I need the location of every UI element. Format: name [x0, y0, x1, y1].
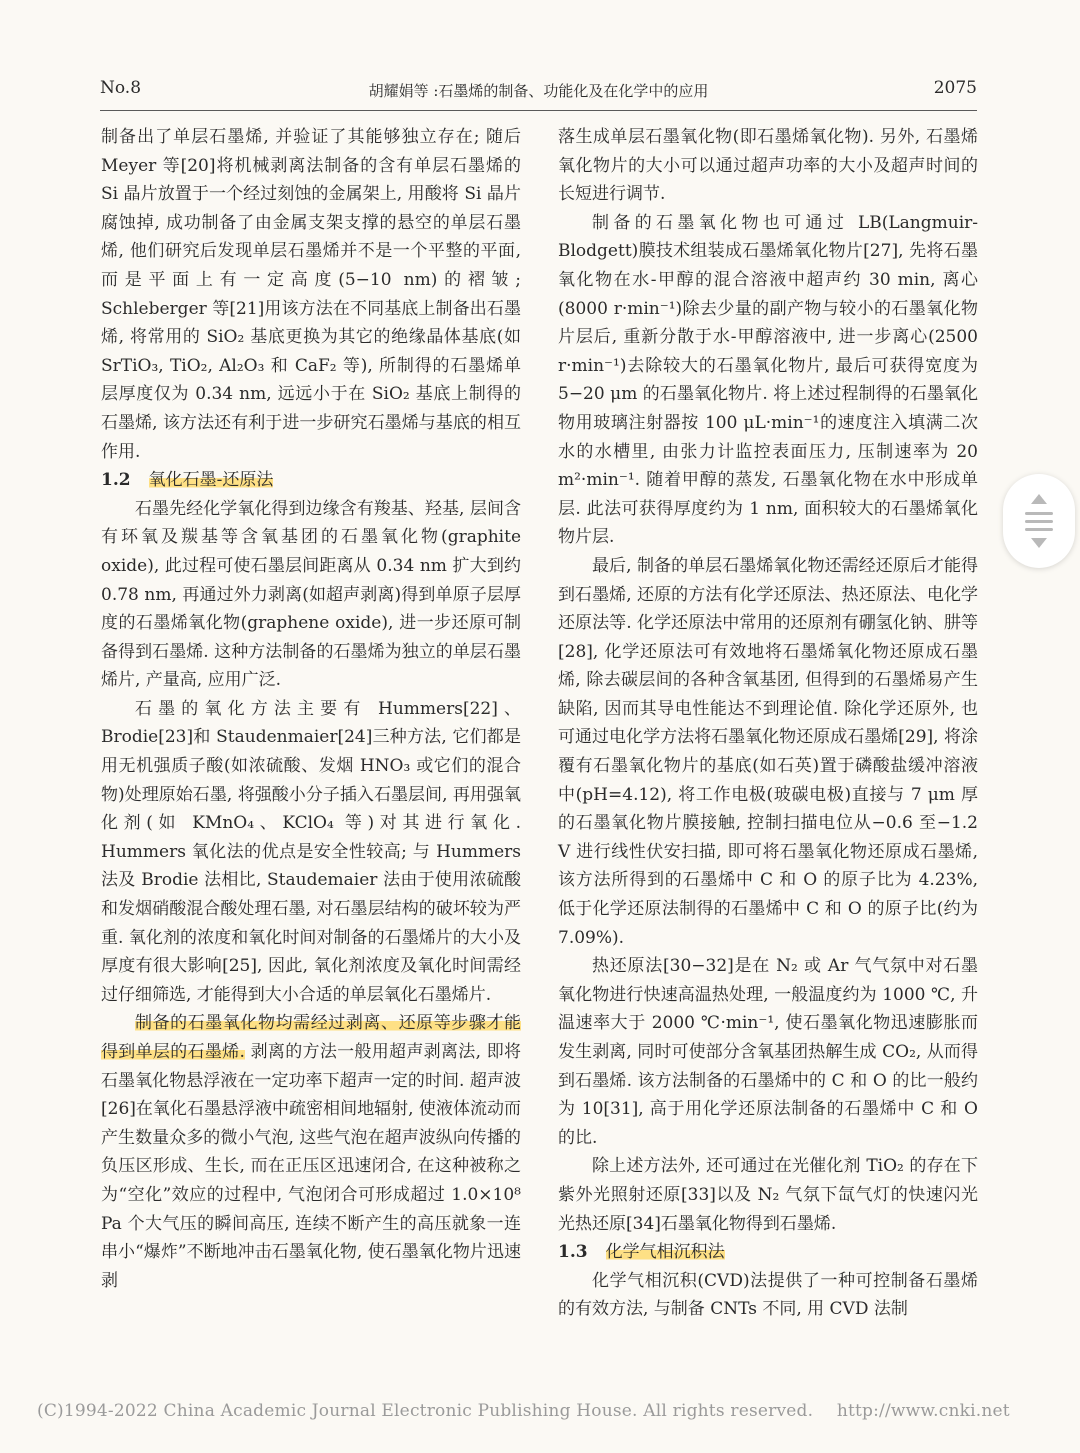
section-title: 氧化石墨-还原法 — [148, 470, 274, 491]
paragraph-text: 最后, 制备的单层石墨烯氧化物还需经还原后才能得到石墨烯, 还原的方法有化学还原法、热还原法、电化学还原法等. 化学还原法中常用的还原剂有硼氢化钠、肼等[28], 化学还原法可有效地将石墨烯氧化物还原成石墨烯, 除去碳层间的各种含氧基团, 但得到的石墨烯易产生缺陷, 因而其导电性能达不到理论值. 除化学还原外, 也可通过电化学方法将石墨氧化物还原成石墨烯[29], 将涂覆有石墨氧化物片的基底(如石英)置于磷酸盐缓冲溶液中(pH=4.12), 将工作电极(玻碳电极)直接与 7 μm 厚的石墨氧化物片膜接触, 控制扫描电位从−0.6 至−1.2 V 进行线性伏安扫描, 即可将石墨氧化物还原成石墨烯, 该方法所得到的石墨烯中 C 和 O 的原子比为 4.23%, 低于化学还原法制得的石墨烯中 C 和 O 的原子比(约为 7.09%). — [558, 555, 978, 948]
paragraph-text: 热还原法[30−32]是在 N₂ 或 Ar 气气氛中对石墨氧化物进行快速高温热处理, 一般温度约为 1000 ℃, 升温速率大于 2000 ℃·min⁻¹, 使石墨氧化物迅速膨胀而发生剥离, 同时可使部分含氧基团热解生成 CO₂, 从而得到石墨烯. 该方法制备的石墨烯中的 C 和 O 的比一般约为 10[31], 高于用化学还原法制备的石墨烯中 C 和 O 的比. — [558, 956, 978, 1148]
journal-issue: No.8 — [100, 78, 142, 98]
section-number: 1.3 — [558, 1242, 588, 1263]
paragraph-text: 化学气相沉积(CVD)法提供了一种可控制备石墨烯的有效方法, 与制备 CNTs 不同, 用 CVD 法制 — [558, 1270, 978, 1320]
body-paragraph — [558, 123, 978, 209]
section-number: 1.2 — [101, 470, 131, 491]
paragraph-text: 落生成单层石墨氧化物(即石墨烯氧化物). 另外, 石墨烯氧化物片的大小可以通过超声功率的大小及超声时间的长短进行调节. — [558, 127, 978, 205]
body-paragraph — [101, 495, 521, 695]
body-paragraph — [101, 1009, 521, 1295]
paragraph-text: 制备出了单层石墨烯, 并验证了其能够独立存在; 随后 Meyer 等[20]将机械剥离法制备的含有单层石墨烯的 Si 晶片放置于一个经过刻蚀的金属架上, 用酸将 Si 晶片腐蚀掉, 成功制备了由金属支架支撑的悬空的单层石墨烯, 他们研究后发现单层石墨烯并不是一个平整的平面, 而是平面上有一定高度(5−10 nm)的褶皱; Schleberger 等[21]用该方法在不同基底上制备出石墨烯, 将常用的 SiO₂ 基底更换为其它的绝缘晶体基底(如 SrTiO₃, TiO₂, Al₂O₃ 和 CaF₂ 等), 所制得的石墨烯单层厚度仅为 0.34 nm, 远远小于在 SiO₂ 基底上制得的石墨烯, 该方法还有利于进一步研究石墨烯与基底的相互作用. — [101, 127, 521, 462]
paragraph-text: 除上述方法外, 还可通过在光催化剂 TiO₂ 的存在下紫外光照射还原[33]以及 N₂ 气氛下氙气灯的快速闪光光热还原[34]石墨氧化物得到石墨烯. — [558, 1156, 978, 1234]
copyright-text: (C)1994-2022 China Academic Journal Electronic Publishing House. All rights reserved. — [37, 1401, 814, 1421]
section-title: 化学气相沉积法 — [605, 1242, 725, 1263]
left-column — [101, 123, 521, 1295]
scroll-up-down-icon — [1003, 474, 1075, 568]
page-number: 2075 — [933, 78, 977, 98]
body-paragraph — [101, 123, 521, 466]
highlighted-text: 制备的石墨氧化物均需经过剥离、还原等步骤才能得到单层的石墨烯. — [101, 1013, 521, 1062]
section-heading — [558, 1238, 978, 1267]
section-heading — [101, 466, 521, 495]
scroll-control-button[interactable] — [1003, 474, 1075, 568]
running-title: 胡耀娟等 :石墨烯的制备、功能化及在化学中的应用 — [368, 82, 709, 100]
body-paragraph — [558, 952, 978, 1152]
body-paragraph — [558, 552, 978, 952]
body-paragraph — [558, 209, 978, 552]
header-rule — [100, 110, 977, 111]
right-column — [558, 123, 978, 1324]
body-paragraph — [558, 1152, 978, 1238]
paragraph-text: 石墨的氧化方法主要有 Hummers[22]、Brodie[23]和 Staudenmaier[24]三种方法, 它们都是用无机强质子酸(如浓硫酸、发烟 HNO₃ 或它们的混合物)处理原始石墨, 将强酸小分子插入石墨层间, 再用强氧化剂(如 KMnO₄、KClO₄ 等)对其进行氧化. Hummers 氧化法的优点是安全性较高; 与 Hummers 法及 Brodie 法相比, Staudemaier 法由于使用浓硫酸和发烟硝酸混合酸处理石墨, 对石墨层结构的破坏较为严重. 氧化剂的浓度和氧化时间对制备的石墨烯片的大小及厚度有很大影响[25], 因此, 氧化剂浓度及氧化时间需经过仔细筛选, 才能得到大小合适的单层氧化石墨烯片. — [101, 698, 521, 1005]
paragraph-text: 剥离的方法一般用超声剥离法, 即将石墨氧化物悬浮液在一定功率下超声一定的时间. 超声波[26]在氧化石墨悬浮液中疏密相间地辐射, 使液体流动而产生数量众多的微小气泡, 这些气泡在超声波纵向传播的负压区形成、生长, 而在正压区迅速闭合, 在这种被称之为“空化”效应的过程中, 气泡闭合可形成超过 1.0×10⁸ Pa 个大气压的瞬间高压, 连续不断产生的高压就象一连串小“爆炸”不断地冲击石墨氧化物, 使石墨氧化物片迅速剥 — [101, 1042, 522, 1291]
paragraph-text: 制备的石墨氧化物也可通过 LB(Langmuir-Blodgett)膜技术组装成石墨烯氧化物片[27], 先将石墨氧化物在水-甲醇的混合溶液中超声约 30 min, 离心(8000 r·min⁻¹)除去少量的副产物与较小的石墨氧化物片层后, 重新分散于水-甲醇溶液中, 进一步离心(2500 r·min⁻¹)去除较大的石墨氧化物片, 最后可获得宽度为 5−20 μm 的石墨氧化物片. 将上述过程制得的石墨氧化物用玻璃注射器按 100 μL·min⁻¹的速度注入填满二次水的水槽里, 由张力计监控表面压力, 压制速率为 20 m²·min⁻¹. 随着甲醇的蒸发, 石墨氧化物在水中形成单层. 此法可获得厚度约为 1 nm, 面积较大的石墨烯氧化物片层. — [558, 212, 978, 548]
body-paragraph — [558, 1267, 978, 1324]
cnki-link[interactable]: http://www.cnki.net — [836, 1401, 1010, 1421]
paragraph-text: 石墨先经化学氧化得到边缘含有羧基、羟基, 层间含有环氧及羰基等含氧基团的石墨氧化物(graphite oxide), 此过程可使石墨层间距离从 0.34 nm 扩大到约 0.78 nm, 再通过外力剥离(如超声剥离)得到单原子层厚度的石墨烯氧化物(graphene oxide), 进一步还原可制备得到石墨烯. 这种方法制备的石墨烯为独立的单层石墨烯片, 产量高, 应用广泛. — [101, 498, 521, 691]
running-header — [100, 78, 977, 106]
body-paragraph — [101, 695, 521, 1010]
copyright-footer — [37, 1401, 1010, 1421]
